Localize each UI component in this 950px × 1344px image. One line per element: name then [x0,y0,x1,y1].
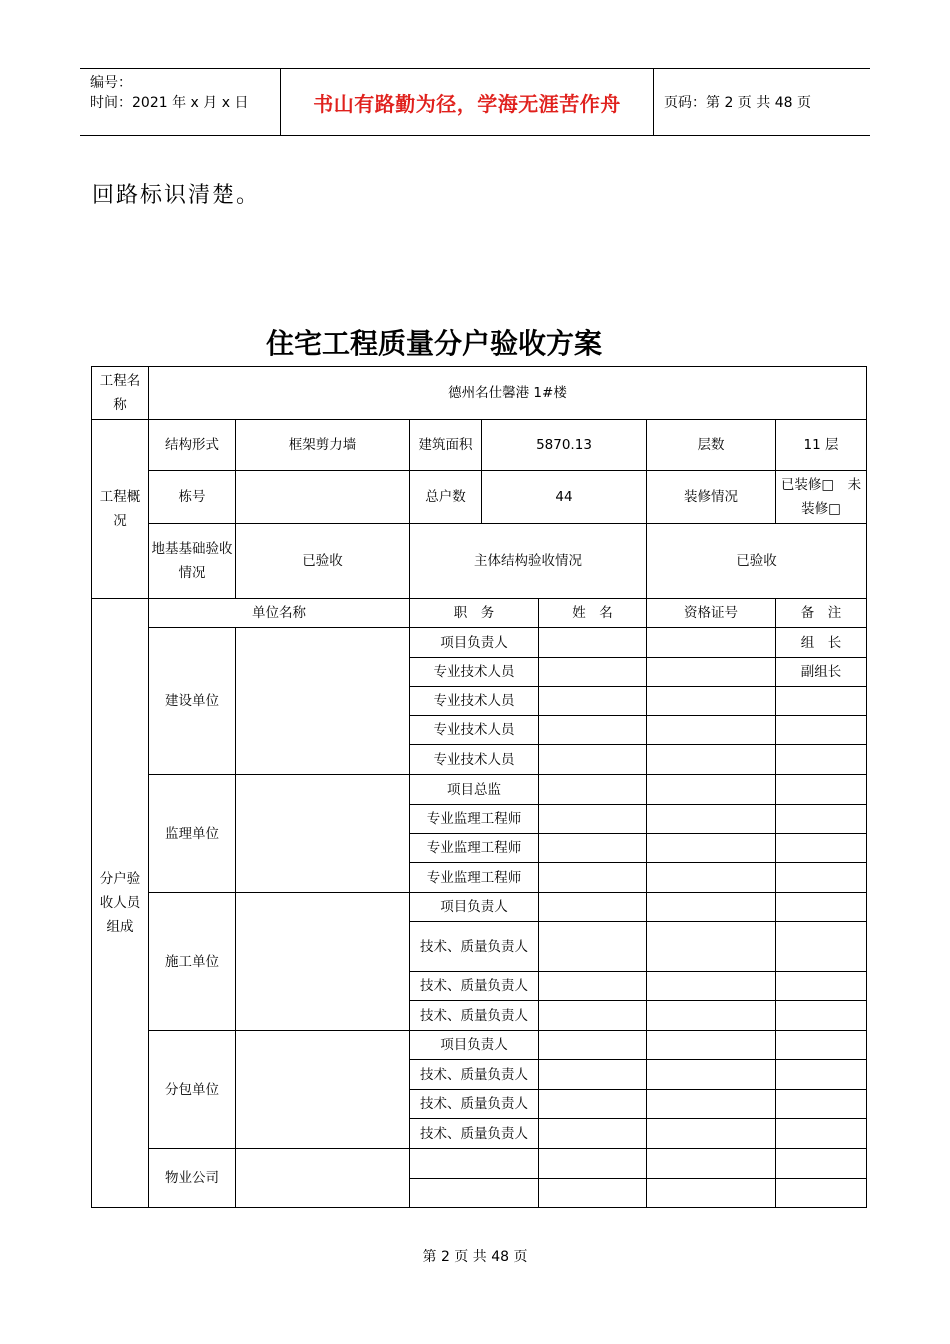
person-name-cell [539,1090,647,1119]
note-cell [776,1119,867,1149]
role-cell: 项目负责人 [410,1031,539,1060]
certificate-cell [647,834,776,863]
note-cell [776,972,867,1001]
certificate-cell [647,1179,776,1208]
person-name-cell [539,1179,647,1208]
unit-name-cell: 施工单位 [149,893,236,1031]
note-cell [776,1179,867,1208]
area-label: 建筑面积 [410,420,482,471]
certificate-cell [647,775,776,805]
note-cell [776,687,867,716]
header-page-info: 页码：第 2 页 共 48 页 [664,95,811,111]
certificate-cell [647,1149,776,1179]
project-name-label: 工程名称 [92,367,149,420]
person-name-cell [539,716,647,745]
foundation-label: 地基基础验收情况 [149,524,236,599]
certificate-cell [647,745,776,775]
role-cell: 项目负责人 [410,628,539,658]
certificate-cell [647,1001,776,1031]
unit-detail-cell [236,893,410,1031]
header-meta [80,69,281,135]
note-cell [776,1149,867,1179]
document-number-label: 编号： [90,75,132,91]
note-cell [776,922,867,972]
note-cell [776,893,867,922]
households-value: 44 [482,471,647,524]
page-footer: 第 2 页 共 48 页 [422,1249,528,1265]
main-structure-label: 主体结构验收情况 [410,524,647,599]
note-cell [776,1031,867,1060]
overview-row-1 [92,420,867,471]
certificate-cell [647,687,776,716]
person-name-cell [539,893,647,922]
building-no-value [236,471,410,524]
certificate-cell [647,1090,776,1119]
person-name-cell [539,745,647,775]
note-cell [776,1060,867,1090]
role-cell: 专业技术人员 [410,745,539,775]
building-no-label: 栋号 [149,471,236,524]
role-cell: 专业监理工程师 [410,834,539,863]
role-cell: 技术、质量负责人 [410,1060,539,1090]
person-name-cell [539,658,647,687]
person-name-cell [539,775,647,805]
decoration-label: 装修情况 [647,471,776,524]
lead-text: 回路标识清楚。 [92,183,261,208]
note-cell [776,1001,867,1031]
role-cell [410,1149,539,1179]
person-name-cell [539,628,647,658]
document-title [0,322,868,362]
note-cell: 副组长 [776,658,867,687]
unit-detail-cell [236,1031,410,1149]
unit-name-cell: 建设单位 [149,628,236,775]
role-cell: 专业监理工程师 [410,805,539,834]
role-cell: 技术、质量负责人 [410,922,539,972]
page-header [80,68,870,136]
floors-value: 11 层 [776,420,867,471]
note-cell [776,716,867,745]
certificate-cell [647,1060,776,1090]
note-cell: 组 长 [776,628,867,658]
unit-name-cell: 监理单位 [149,775,236,893]
floors-label: 层数 [647,420,776,471]
certificate-cell [647,893,776,922]
team-row [92,1031,867,1060]
main-structure-value: 已验收 [647,524,867,599]
role-cell: 专业监理工程师 [410,863,539,893]
acceptance-plan-table [91,366,867,1208]
project-name-row [92,367,867,420]
team-row [92,1149,867,1179]
note-cell [776,805,867,834]
unit-detail-cell [236,628,410,775]
team-header-row [92,599,867,628]
certificate-cell [647,716,776,745]
certificate-cell [647,863,776,893]
foundation-value: 已验收 [236,524,410,599]
document-title-text: 住宅工程质量分户验收方案 [265,327,602,360]
certificate-cell [647,972,776,1001]
overview-row-2 [92,471,867,524]
unit-name-cell: 物业公司 [149,1149,236,1208]
team-section-label: 分户验收人员组成 [92,599,149,1208]
note-cell [776,834,867,863]
person-name-cell [539,922,647,972]
role-cell: 技术、质量负责人 [410,1001,539,1031]
person-name-cell [539,863,647,893]
overview-label: 工程概况 [92,420,149,599]
role-cell: 专业技术人员 [410,658,539,687]
person-name-cell [539,1001,647,1031]
role-cell [410,1179,539,1208]
document-time-label: 时间：2021 年 x 月 x 日 [90,95,249,111]
header-motto: 书山有路勤为径，学海无涯苦作舟 [281,69,654,135]
certificate-cell [647,1119,776,1149]
person-name-cell [539,805,647,834]
person-name-cell [539,687,647,716]
role-cell: 项目总监 [410,775,539,805]
col-role: 职 务 [410,599,539,628]
col-note: 备 注 [776,599,867,628]
decoration-value: 已装修□ 未装修□ [776,471,867,524]
person-name-cell [539,1031,647,1060]
person-name-cell [539,1060,647,1090]
note-cell [776,863,867,893]
structure-label: 结构形式 [149,420,236,471]
role-cell: 技术、质量负责人 [410,1119,539,1149]
certificate-cell [647,922,776,972]
overview-row-3 [92,524,867,599]
households-label: 总户数 [410,471,482,524]
note-cell [776,775,867,805]
team-row [92,628,867,658]
person-name-cell [539,1119,647,1149]
certificate-cell [647,628,776,658]
project-name-value: 德州名仕馨港 1#楼 [149,367,867,420]
col-certificate-no: 资格证号 [647,599,776,628]
person-name-cell [539,1149,647,1179]
role-cell: 专业技术人员 [410,687,539,716]
person-name-cell [539,834,647,863]
role-cell: 技术、质量负责人 [410,972,539,1001]
role-cell: 专业技术人员 [410,716,539,745]
certificate-cell [647,1031,776,1060]
certificate-cell [647,658,776,687]
note-cell [776,745,867,775]
col-person-name: 姓 名 [539,599,647,628]
note-cell [776,1090,867,1119]
team-row [92,893,867,922]
structure-value: 框架剪力墙 [236,420,410,471]
team-row [92,775,867,805]
person-name-cell [539,972,647,1001]
unit-name-cell: 分包单位 [149,1031,236,1149]
unit-detail-cell [236,1149,410,1208]
certificate-cell [647,805,776,834]
area-value: 5870.13 [482,420,647,471]
role-cell: 技术、质量负责人 [410,1090,539,1119]
unit-detail-cell [236,775,410,893]
role-cell: 项目负责人 [410,893,539,922]
col-unit-name: 单位名称 [149,599,410,628]
